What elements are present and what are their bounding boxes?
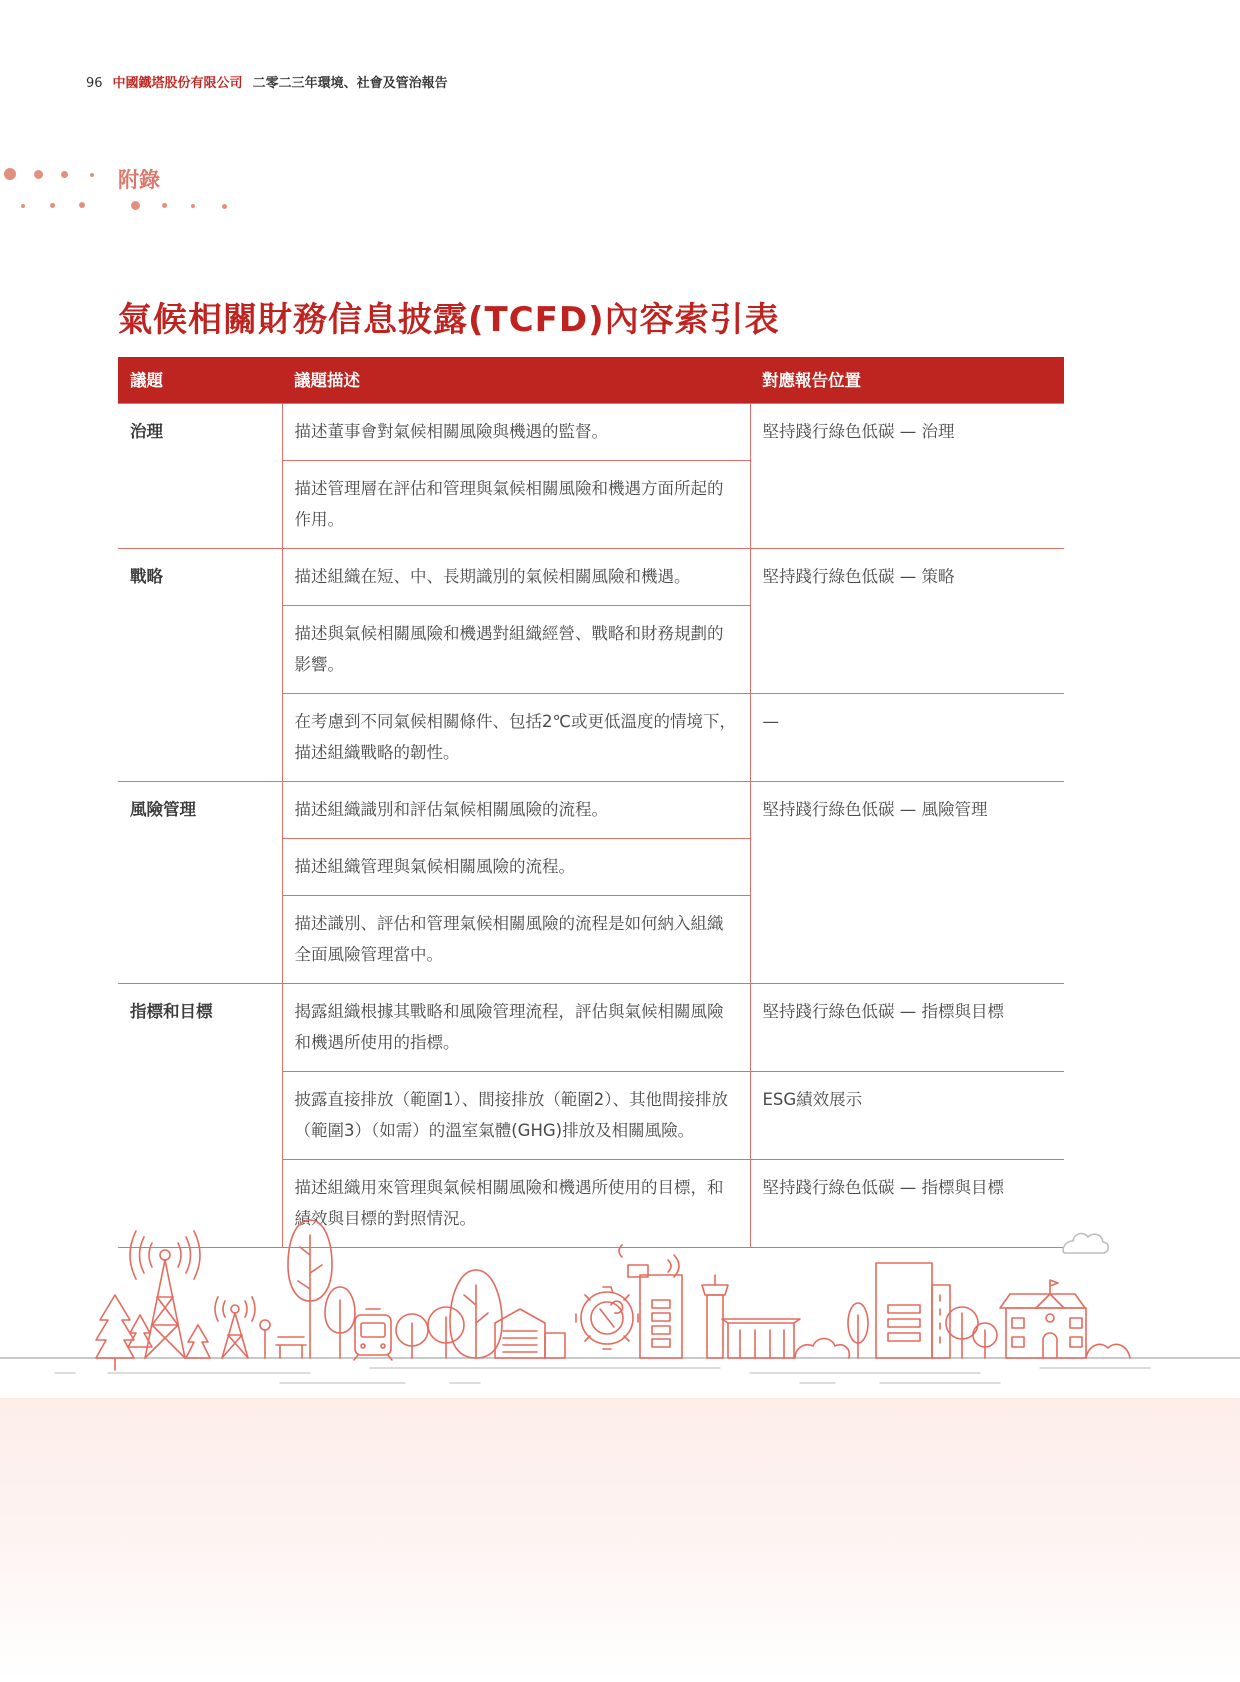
page-number: 96 (86, 76, 103, 91)
tree-icon (396, 1270, 502, 1358)
header-topic: 議題 (118, 357, 282, 404)
station-icon (722, 1319, 800, 1358)
row-location: 堅持踐行綠色低碳 — 治理 (750, 404, 1064, 549)
page-title: 氣候相關財務信息披露(TCFD)內容索引表 (118, 300, 780, 340)
table-row (118, 549, 1064, 606)
row-description: 描述識別、評估和管理氣候相關風險的流程是如何納入組織全面風險管理當中。 (282, 896, 750, 984)
row-description: 描述與氣候相關風險和機遇對組織經營、戰略和財務規劃的影響。 (282, 606, 750, 694)
row-location: ESG績效展示 (750, 1072, 1064, 1160)
header-location: 對應報告位置 (750, 357, 1064, 404)
row-description: 披露直接排放（範圍1）、間接排放（範圍2）、其他間接排放（範圍3）（如需）的溫室氣體(GHG)排放及相關風險。 (282, 1072, 750, 1160)
row-description: 描述組織管理與氣候相關風險的流程。 (282, 839, 750, 896)
topic-metrics-targets: 指標和目標 (118, 984, 282, 1248)
row-location: 堅持踐行綠色低碳 — 指標與目標 (750, 984, 1064, 1072)
pine-tree-icon (186, 1325, 210, 1358)
table-row (118, 984, 1064, 1072)
office-building-icon (876, 1263, 950, 1358)
row-description: 揭露組織根據其戰略和風險管理流程，評估與氣候相關風險和機遇所使用的指標。 (282, 984, 750, 1072)
table-header-row (118, 357, 1064, 404)
header-description: 議題描述 (282, 357, 750, 404)
school-house-icon (1000, 1280, 1086, 1358)
row-description: 描述組織在短、中、長期識別的氣候相關風險和機遇。 (282, 549, 750, 606)
row-description: 描述組織識別和評估氣候相關風險的流程。 (282, 782, 750, 839)
row-description: 描述組織用來管理與氣候相關風險和機遇所使用的目標，和績效與目標的對照情況。 (282, 1160, 750, 1248)
tree-icon (946, 1307, 997, 1358)
topic-risk-management: 風險管理 (118, 782, 282, 984)
row-description: 在考慮到不同氣候相關條件、包括2℃或更低溫度的情境下，描述組織戰略的韌性。 (282, 694, 750, 782)
section-tag: 附錄 (118, 168, 160, 192)
topic-governance: 治理 (118, 404, 282, 549)
warehouse-icon (495, 1309, 565, 1358)
antenna-icon (215, 1297, 255, 1358)
running-header (86, 72, 448, 91)
cityscape-illustration (0, 1205, 1240, 1405)
footer-band (0, 1398, 1240, 1682)
gear-icon (576, 1287, 638, 1349)
topic-strategy: 戰略 (118, 549, 282, 782)
cloud-icon (1063, 1234, 1108, 1253)
tram-icon (354, 1309, 392, 1360)
table-row (118, 404, 1064, 461)
row-description: 描述管理層在評估和管理與氣候相關風險和機遇方面所起的作用。 (282, 461, 750, 549)
row-description: 描述董事會對氣候相關風險與機遇的監督。 (282, 404, 750, 461)
report-title: 二零二三年環境、社會及管治報告 (252, 76, 448, 91)
tree-icon (848, 1303, 868, 1358)
control-tower-icon (702, 1275, 728, 1358)
pine-tree-icon (128, 1315, 152, 1347)
tcfd-index-table (118, 357, 1064, 1248)
pine-tree-icon (96, 1295, 134, 1370)
row-location: — (750, 694, 1064, 782)
row-location: 堅持踐行綠色低碳 — 風險管理 (750, 782, 1064, 984)
row-location: 堅持踐行綠色低碳 — 策略 (750, 549, 1064, 694)
table-row (118, 782, 1064, 839)
row-location: 堅持踐行綠色低碳 — 指標與目標 (750, 1160, 1064, 1248)
company-name: 中國鐵塔股份有限公司 (112, 76, 243, 91)
